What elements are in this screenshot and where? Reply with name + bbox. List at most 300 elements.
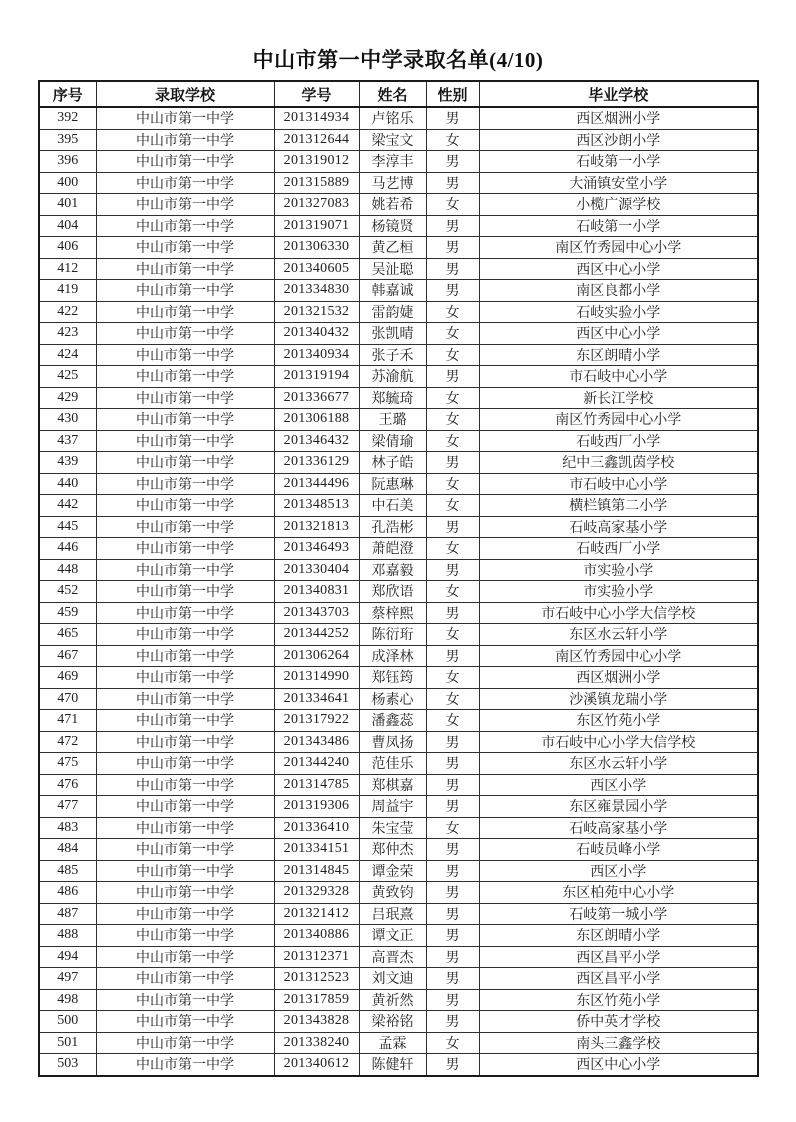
- cell-admission-school: 中山市第一中学: [96, 237, 274, 259]
- cell-gender: 女: [426, 495, 479, 517]
- table-row: [39, 817, 758, 839]
- cell-student-id: 201340432: [274, 323, 359, 345]
- cell-student-id: 201330404: [274, 559, 359, 581]
- cell-name: 中石美: [359, 495, 426, 517]
- cell-student-id: 201340934: [274, 344, 359, 366]
- cell-graduation-school: 市实验小学: [479, 581, 758, 603]
- cell-admission-school: 中山市第一中学: [96, 1032, 274, 1054]
- table-row: [39, 107, 758, 129]
- table-row: [39, 624, 758, 646]
- cell-student-id: 201319071: [274, 215, 359, 237]
- cell-admission-school: 中山市第一中学: [96, 839, 274, 861]
- table-row: [39, 280, 758, 302]
- table-row: [39, 129, 758, 151]
- cell-gender: 男: [426, 903, 479, 925]
- cell-admission-school: 中山市第一中学: [96, 194, 274, 216]
- table-row: [39, 860, 758, 882]
- table-row: [39, 645, 758, 667]
- table-row: [39, 559, 758, 581]
- cell-graduation-school: 南区良都小学: [479, 280, 758, 302]
- cell-graduation-school: 市石岐中心小学大信学校: [479, 602, 758, 624]
- table-row: [39, 366, 758, 388]
- cell-gender: 男: [426, 602, 479, 624]
- cell-graduation-school: 东区水云轩小学: [479, 753, 758, 775]
- cell-graduation-school: 市实验小学: [479, 559, 758, 581]
- cell-admission-school: 中山市第一中学: [96, 731, 274, 753]
- table-row: [39, 1054, 758, 1076]
- cell-student-id: 201344252: [274, 624, 359, 646]
- cell-index: 429: [39, 387, 96, 409]
- cell-student-id: 201343703: [274, 602, 359, 624]
- cell-name: 郑棋嘉: [359, 774, 426, 796]
- page-title: 中山市第一中学录取名单(4/10): [252, 48, 544, 72]
- column-header-student-id: 学号: [274, 81, 359, 107]
- cell-index: 396: [39, 151, 96, 173]
- cell-index: 412: [39, 258, 96, 280]
- table-row: [39, 516, 758, 538]
- table-row: [39, 323, 758, 345]
- cell-graduation-school: 市石岐中心小学大信学校: [479, 731, 758, 753]
- table-row: [39, 882, 758, 904]
- cell-student-id: 201306188: [274, 409, 359, 431]
- cell-graduation-school: 南区竹秀园中心小学: [479, 237, 758, 259]
- cell-name: 曹凤扬: [359, 731, 426, 753]
- cell-name: 黄祈然: [359, 989, 426, 1011]
- cell-admission-school: 中山市第一中学: [96, 688, 274, 710]
- table-row: [39, 968, 758, 990]
- cell-gender: 女: [426, 409, 479, 431]
- cell-student-id: 201344240: [274, 753, 359, 775]
- cell-graduation-school: 新长江学校: [479, 387, 758, 409]
- cell-student-id: 201312644: [274, 129, 359, 151]
- cell-admission-school: 中山市第一中学: [96, 323, 274, 345]
- cell-admission-school: 中山市第一中学: [96, 645, 274, 667]
- cell-graduation-school: 东区朗晴小学: [479, 344, 758, 366]
- cell-graduation-school: 东区朗晴小学: [479, 925, 758, 947]
- cell-admission-school: 中山市第一中学: [96, 817, 274, 839]
- table-row: [39, 495, 758, 517]
- cell-student-id: 201346432: [274, 430, 359, 452]
- cell-index: 423: [39, 323, 96, 345]
- cell-admission-school: 中山市第一中学: [96, 151, 274, 173]
- cell-name: 梁裕铭: [359, 1011, 426, 1033]
- cell-index: 494: [39, 946, 96, 968]
- cell-admission-school: 中山市第一中学: [96, 796, 274, 818]
- cell-graduation-school: 西区中心小学: [479, 1054, 758, 1076]
- cell-admission-school: 中山市第一中学: [96, 989, 274, 1011]
- table-row: [39, 473, 758, 495]
- cell-name: 黄致钧: [359, 882, 426, 904]
- cell-index: 422: [39, 301, 96, 323]
- cell-admission-school: 中山市第一中学: [96, 452, 274, 474]
- cell-index: 503: [39, 1054, 96, 1076]
- cell-index: 498: [39, 989, 96, 1011]
- cell-index: 442: [39, 495, 96, 517]
- cell-gender: 男: [426, 774, 479, 796]
- cell-gender: 男: [426, 237, 479, 259]
- cell-gender: 男: [426, 1054, 479, 1076]
- cell-gender: 男: [426, 559, 479, 581]
- cell-student-id: 201340886: [274, 925, 359, 947]
- cell-graduation-school: 东区柏苑中心小学: [479, 882, 758, 904]
- cell-gender: 女: [426, 129, 479, 151]
- cell-index: 483: [39, 817, 96, 839]
- cell-admission-school: 中山市第一中学: [96, 559, 274, 581]
- cell-student-id: 201336677: [274, 387, 359, 409]
- cell-student-id: 201336410: [274, 817, 359, 839]
- table-row: [39, 409, 758, 431]
- cell-admission-school: 中山市第一中学: [96, 215, 274, 237]
- cell-index: 484: [39, 839, 96, 861]
- cell-graduation-school: 石岐高家基小学: [479, 817, 758, 839]
- cell-gender: 男: [426, 968, 479, 990]
- cell-gender: 男: [426, 280, 479, 302]
- table-row: [39, 538, 758, 560]
- cell-graduation-school: 沙溪镇龙瑞小学: [479, 688, 758, 710]
- cell-graduation-school: 西区烟洲小学: [479, 107, 758, 129]
- cell-gender: 男: [426, 258, 479, 280]
- cell-admission-school: 中山市第一中学: [96, 667, 274, 689]
- cell-name: 苏渝航: [359, 366, 426, 388]
- cell-admission-school: 中山市第一中学: [96, 495, 274, 517]
- cell-gender: 男: [426, 839, 479, 861]
- cell-index: 472: [39, 731, 96, 753]
- cell-admission-school: 中山市第一中学: [96, 344, 274, 366]
- cell-gender: 男: [426, 215, 479, 237]
- cell-index: 501: [39, 1032, 96, 1054]
- cell-name: 杨素心: [359, 688, 426, 710]
- cell-gender: 女: [426, 344, 479, 366]
- cell-name: 邓嘉毅: [359, 559, 426, 581]
- cell-index: 488: [39, 925, 96, 947]
- cell-student-id: 201312371: [274, 946, 359, 968]
- cell-gender: 男: [426, 731, 479, 753]
- cell-name: 马艺博: [359, 172, 426, 194]
- table-row: [39, 387, 758, 409]
- cell-name: 郑钰筠: [359, 667, 426, 689]
- table-row: [39, 753, 758, 775]
- cell-admission-school: 中山市第一中学: [96, 882, 274, 904]
- cell-gender: 男: [426, 452, 479, 474]
- table-row: [39, 151, 758, 173]
- cell-admission-school: 中山市第一中学: [96, 516, 274, 538]
- cell-index: 470: [39, 688, 96, 710]
- table-row: [39, 667, 758, 689]
- cell-index: 467: [39, 645, 96, 667]
- cell-graduation-school: 市石岐中心小学: [479, 366, 758, 388]
- cell-admission-school: 中山市第一中学: [96, 925, 274, 947]
- cell-admission-school: 中山市第一中学: [96, 1011, 274, 1033]
- roster-table-container: [38, 80, 757, 1077]
- cell-index: 439: [39, 452, 96, 474]
- table-row: [39, 237, 758, 259]
- cell-gender: 女: [426, 473, 479, 495]
- cell-index: 469: [39, 667, 96, 689]
- cell-graduation-school: 石岐第一小学: [479, 215, 758, 237]
- cell-student-id: 201315889: [274, 172, 359, 194]
- cell-student-id: 201306330: [274, 237, 359, 259]
- cell-admission-school: 中山市第一中学: [96, 903, 274, 925]
- cell-graduation-school: 东区雍景园小学: [479, 796, 758, 818]
- cell-graduation-school: 石岐员峰小学: [479, 839, 758, 861]
- cell-name: 王璐: [359, 409, 426, 431]
- cell-student-id: 201317859: [274, 989, 359, 1011]
- cell-index: 486: [39, 882, 96, 904]
- table-body: [39, 107, 758, 1076]
- table-row: [39, 688, 758, 710]
- cell-graduation-school: 石岐第一城小学: [479, 903, 758, 925]
- table-row: [39, 581, 758, 603]
- cell-index: 445: [39, 516, 96, 538]
- cell-name: 吴沚聪: [359, 258, 426, 280]
- table-row: [39, 301, 758, 323]
- cell-admission-school: 中山市第一中学: [96, 860, 274, 882]
- cell-student-id: 201334641: [274, 688, 359, 710]
- cell-gender: 男: [426, 882, 479, 904]
- cell-name: 陈衍珩: [359, 624, 426, 646]
- cell-name: 成泽林: [359, 645, 426, 667]
- cell-name: 孔浩彬: [359, 516, 426, 538]
- cell-graduation-school: 西区中心小学: [479, 323, 758, 345]
- cell-student-id: 201348513: [274, 495, 359, 517]
- cell-name: 卢铭乐: [359, 107, 426, 129]
- cell-index: 497: [39, 968, 96, 990]
- cell-index: 419: [39, 280, 96, 302]
- cell-name: 郑毓琦: [359, 387, 426, 409]
- cell-name: 郑欣语: [359, 581, 426, 603]
- cell-gender: 女: [426, 710, 479, 732]
- cell-name: 范佳乐: [359, 753, 426, 775]
- cell-gender: 男: [426, 151, 479, 173]
- cell-index: 401: [39, 194, 96, 216]
- table-row: [39, 172, 758, 194]
- cell-admission-school: 中山市第一中学: [96, 366, 274, 388]
- cell-admission-school: 中山市第一中学: [96, 280, 274, 302]
- cell-graduation-school: 西区烟洲小学: [479, 667, 758, 689]
- cell-graduation-school: 石岐西厂小学: [479, 538, 758, 560]
- cell-name: 萧皑澄: [359, 538, 426, 560]
- cell-graduation-school: 西区昌平小学: [479, 968, 758, 990]
- cell-graduation-school: 小榄广源学校: [479, 194, 758, 216]
- cell-graduation-school: 大涌镇安堂小学: [479, 172, 758, 194]
- cell-name: 潘鑫蕊: [359, 710, 426, 732]
- table-row: [39, 989, 758, 1011]
- cell-student-id: 201319306: [274, 796, 359, 818]
- cell-student-id: 201327083: [274, 194, 359, 216]
- table-row: [39, 839, 758, 861]
- cell-admission-school: 中山市第一中学: [96, 753, 274, 775]
- table-row: [39, 194, 758, 216]
- cell-index: 459: [39, 602, 96, 624]
- table-row: [39, 710, 758, 732]
- cell-index: 446: [39, 538, 96, 560]
- cell-admission-school: 中山市第一中学: [96, 409, 274, 431]
- cell-student-id: 201343828: [274, 1011, 359, 1033]
- cell-index: 465: [39, 624, 96, 646]
- cell-student-id: 201336129: [274, 452, 359, 474]
- cell-name: 雷韵婕: [359, 301, 426, 323]
- cell-index: 475: [39, 753, 96, 775]
- cell-name: 吕珉熹: [359, 903, 426, 925]
- cell-name: 蔡梓熙: [359, 602, 426, 624]
- cell-name: 谭文正: [359, 925, 426, 947]
- cell-gender: 男: [426, 925, 479, 947]
- cell-admission-school: 中山市第一中学: [96, 1054, 274, 1076]
- cell-index: 425: [39, 366, 96, 388]
- cell-admission-school: 中山市第一中学: [96, 538, 274, 560]
- cell-gender: 男: [426, 1011, 479, 1033]
- cell-gender: 男: [426, 753, 479, 775]
- cell-name: 李淳丰: [359, 151, 426, 173]
- table-row: [39, 903, 758, 925]
- cell-name: 朱宝莹: [359, 817, 426, 839]
- cell-name: 谭金荣: [359, 860, 426, 882]
- cell-gender: 男: [426, 796, 479, 818]
- cell-student-id: 201314990: [274, 667, 359, 689]
- cell-index: 400: [39, 172, 96, 194]
- table-row: [39, 946, 758, 968]
- cell-graduation-school: 石岐高家基小学: [479, 516, 758, 538]
- cell-graduation-school: 石岐西厂小学: [479, 430, 758, 452]
- cell-student-id: 201314934: [274, 107, 359, 129]
- cell-graduation-school: 南区竹秀园中心小学: [479, 409, 758, 431]
- column-header-gender: 性别: [426, 81, 479, 107]
- cell-name: 杨镜贤: [359, 215, 426, 237]
- cell-student-id: 201306264: [274, 645, 359, 667]
- column-header-name: 姓名: [359, 81, 426, 107]
- cell-student-id: 201312523: [274, 968, 359, 990]
- cell-admission-school: 中山市第一中学: [96, 774, 274, 796]
- cell-name: 韩嘉诚: [359, 280, 426, 302]
- cell-gender: 女: [426, 301, 479, 323]
- cell-graduation-school: 西区中心小学: [479, 258, 758, 280]
- cell-graduation-school: 石岐实验小学: [479, 301, 758, 323]
- cell-index: 430: [39, 409, 96, 431]
- cell-graduation-school: 东区竹苑小学: [479, 710, 758, 732]
- cell-graduation-school: 西区小学: [479, 860, 758, 882]
- cell-student-id: 201321412: [274, 903, 359, 925]
- cell-graduation-school: 西区小学: [479, 774, 758, 796]
- cell-index: 476: [39, 774, 96, 796]
- cell-name: 周益宇: [359, 796, 426, 818]
- cell-graduation-school: 东区水云轩小学: [479, 624, 758, 646]
- table-row: [39, 344, 758, 366]
- cell-index: 404: [39, 215, 96, 237]
- cell-index: 487: [39, 903, 96, 925]
- cell-admission-school: 中山市第一中学: [96, 968, 274, 990]
- cell-student-id: 201343486: [274, 731, 359, 753]
- cell-index: 395: [39, 129, 96, 151]
- cell-name: 阮惠琳: [359, 473, 426, 495]
- table-row: [39, 774, 758, 796]
- cell-graduation-school: 西区昌平小学: [479, 946, 758, 968]
- cell-graduation-school: 侨中英才学校: [479, 1011, 758, 1033]
- table-row: [39, 796, 758, 818]
- cell-student-id: 201329328: [274, 882, 359, 904]
- cell-name: 高晋杰: [359, 946, 426, 968]
- cell-gender: 女: [426, 323, 479, 345]
- cell-admission-school: 中山市第一中学: [96, 602, 274, 624]
- cell-student-id: 201338240: [274, 1032, 359, 1054]
- cell-graduation-school: 横栏镇第二小学: [479, 495, 758, 517]
- cell-name: 林子皓: [359, 452, 426, 474]
- table-row: [39, 731, 758, 753]
- cell-gender: 女: [426, 817, 479, 839]
- cell-index: 500: [39, 1011, 96, 1033]
- cell-index: 440: [39, 473, 96, 495]
- cell-graduation-school: 纪中三鑫凯茵学校: [479, 452, 758, 474]
- cell-student-id: 201314785: [274, 774, 359, 796]
- cell-index: 477: [39, 796, 96, 818]
- cell-admission-school: 中山市第一中学: [96, 430, 274, 452]
- cell-student-id: 201321532: [274, 301, 359, 323]
- cell-index: 448: [39, 559, 96, 581]
- cell-admission-school: 中山市第一中学: [96, 172, 274, 194]
- cell-student-id: 201340612: [274, 1054, 359, 1076]
- cell-student-id: 201340831: [274, 581, 359, 603]
- cell-name: 刘文迪: [359, 968, 426, 990]
- cell-name: 陈健轩: [359, 1054, 426, 1076]
- cell-gender: 男: [426, 989, 479, 1011]
- cell-index: 392: [39, 107, 96, 129]
- cell-student-id: 201321813: [274, 516, 359, 538]
- cell-gender: 女: [426, 581, 479, 603]
- cell-admission-school: 中山市第一中学: [96, 581, 274, 603]
- cell-gender: 女: [426, 430, 479, 452]
- cell-name: 梁倩瑜: [359, 430, 426, 452]
- cell-student-id: 201340605: [274, 258, 359, 280]
- cell-name: 郑仲杰: [359, 839, 426, 861]
- cell-student-id: 201314845: [274, 860, 359, 882]
- cell-admission-school: 中山市第一中学: [96, 624, 274, 646]
- cell-admission-school: 中山市第一中学: [96, 258, 274, 280]
- cell-student-id: 201317922: [274, 710, 359, 732]
- table-row: [39, 602, 758, 624]
- cell-graduation-school: 南头三鑫学校: [479, 1032, 758, 1054]
- cell-name: 张子禾: [359, 344, 426, 366]
- table-row: [39, 430, 758, 452]
- cell-name: 梁宝文: [359, 129, 426, 151]
- cell-student-id: 201334151: [274, 839, 359, 861]
- cell-gender: 男: [426, 645, 479, 667]
- cell-gender: 女: [426, 194, 479, 216]
- cell-gender: 男: [426, 516, 479, 538]
- cell-student-id: 201334830: [274, 280, 359, 302]
- table-header-row: [39, 81, 758, 107]
- cell-gender: 男: [426, 107, 479, 129]
- cell-gender: 女: [426, 387, 479, 409]
- cell-index: 471: [39, 710, 96, 732]
- cell-admission-school: 中山市第一中学: [96, 710, 274, 732]
- cell-gender: 女: [426, 538, 479, 560]
- cell-student-id: 201319012: [274, 151, 359, 173]
- cell-student-id: 201344496: [274, 473, 359, 495]
- cell-gender: 女: [426, 1032, 479, 1054]
- cell-graduation-school: 南区竹秀园中心小学: [479, 645, 758, 667]
- cell-admission-school: 中山市第一中学: [96, 301, 274, 323]
- cell-gender: 女: [426, 688, 479, 710]
- cell-admission-school: 中山市第一中学: [96, 107, 274, 129]
- cell-name: 黄乙桓: [359, 237, 426, 259]
- cell-gender: 男: [426, 172, 479, 194]
- cell-gender: 男: [426, 366, 479, 388]
- cell-gender: 女: [426, 667, 479, 689]
- cell-admission-school: 中山市第一中学: [96, 946, 274, 968]
- cell-admission-school: 中山市第一中学: [96, 473, 274, 495]
- column-header-graduation-school: 毕业学校: [479, 81, 758, 107]
- cell-name: 孟霖: [359, 1032, 426, 1054]
- cell-graduation-school: 西区沙朗小学: [479, 129, 758, 151]
